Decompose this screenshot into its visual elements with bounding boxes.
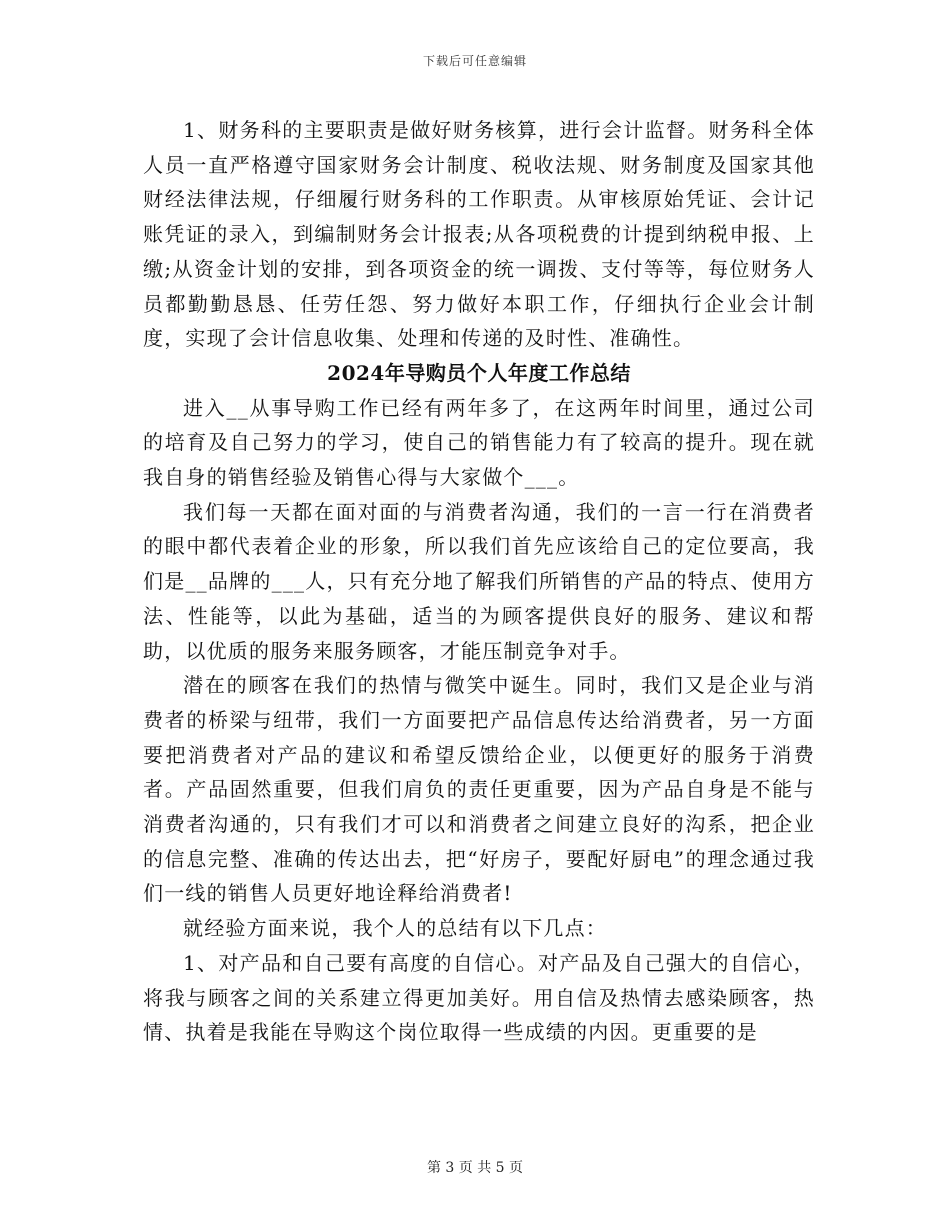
paragraph-finance-duties: 1、财务科的主要职责是做好财务核算，进行会计监督。财务科全体人员一直严格遵守国家财务会计制度、税收法规、财务制度及国家其他财经法律法规，仔细履行财务科的工作职责。从审核原始凭证、会计记账凭证的录入，到编制财务会计报表;从各项税费的计提到纳税申报、上缴;从资金计划的安排，到各项资金的统一调拨、支付等等，每位财务人员都勤勤恳恳、任劳任怨、努力做好本职工作，仔细执行企业会计制度，实现了会计信息收集、处理和传递的及时性、准确性。 <box>143 118 815 351</box>
paragraph-intro: 进入__从事导购工作已经有两年多了，在这两年时间里，通过公司的培育及自己努力的学习，使自己的销售能力有了较高的提升。现在就我自身的销售经验及销售心得与大家做个___。 <box>143 395 815 490</box>
paragraph-customer-communication: 我们每一天都在面对面的与消费者沟通，我们的一言一行在消费者的眼中都代表着企业的形象，所以我们首先应该给自己的定位要高，我们是__品牌的___人，只有充分地了解我们所销售的产品的特点、使用方法、性能等，以此为基础，适当的为顾客提供良好的服务、建议和帮助，以优质的服务来服务顾客，才能压制竞争对手。 <box>143 499 815 663</box>
paragraph-experience-lead: 就经验方面来说，我个人的总结有以下几点： <box>183 916 607 941</box>
document-body <box>143 113 815 1050</box>
paragraph-bridge-role: 潜在的顾客在我们的热情与微笑中诞生。同时，我们又是企业与消费者的桥梁与纽带，我们一方面要把产品信息传达给消费者，另一方面要把消费者对产品的建议和希望反馈给企业，以便更好的服务于消费者。产品固然重要，但我们肩负的责任更重要，因为产品自身是不能与消费者沟通的，只有我们才可以和消费者之间建立良好的沟系，把企业的信息完整、准确的传达出去，把“好房子，要配好厨电”的理念通过我们一线的销售人员更好地诠释给消费者! <box>143 673 815 906</box>
page-header: 下载后可任意编辑 <box>422 54 527 68</box>
page-footer: 第 3 页 共 5 页 <box>426 1160 524 1176</box>
paragraph-confidence: 1、对产品和自己要有高度的自信心。对产品及自己强大的自信心，将我与顾客之间的关系建立得更加美好。用自信及热情去感染顾客，热情、执着是我能在导购这个岗位取得一些成绩的内因。更重要的是 <box>143 950 815 1045</box>
section-title: 2024年导购员个人年度工作总结 <box>327 360 631 385</box>
